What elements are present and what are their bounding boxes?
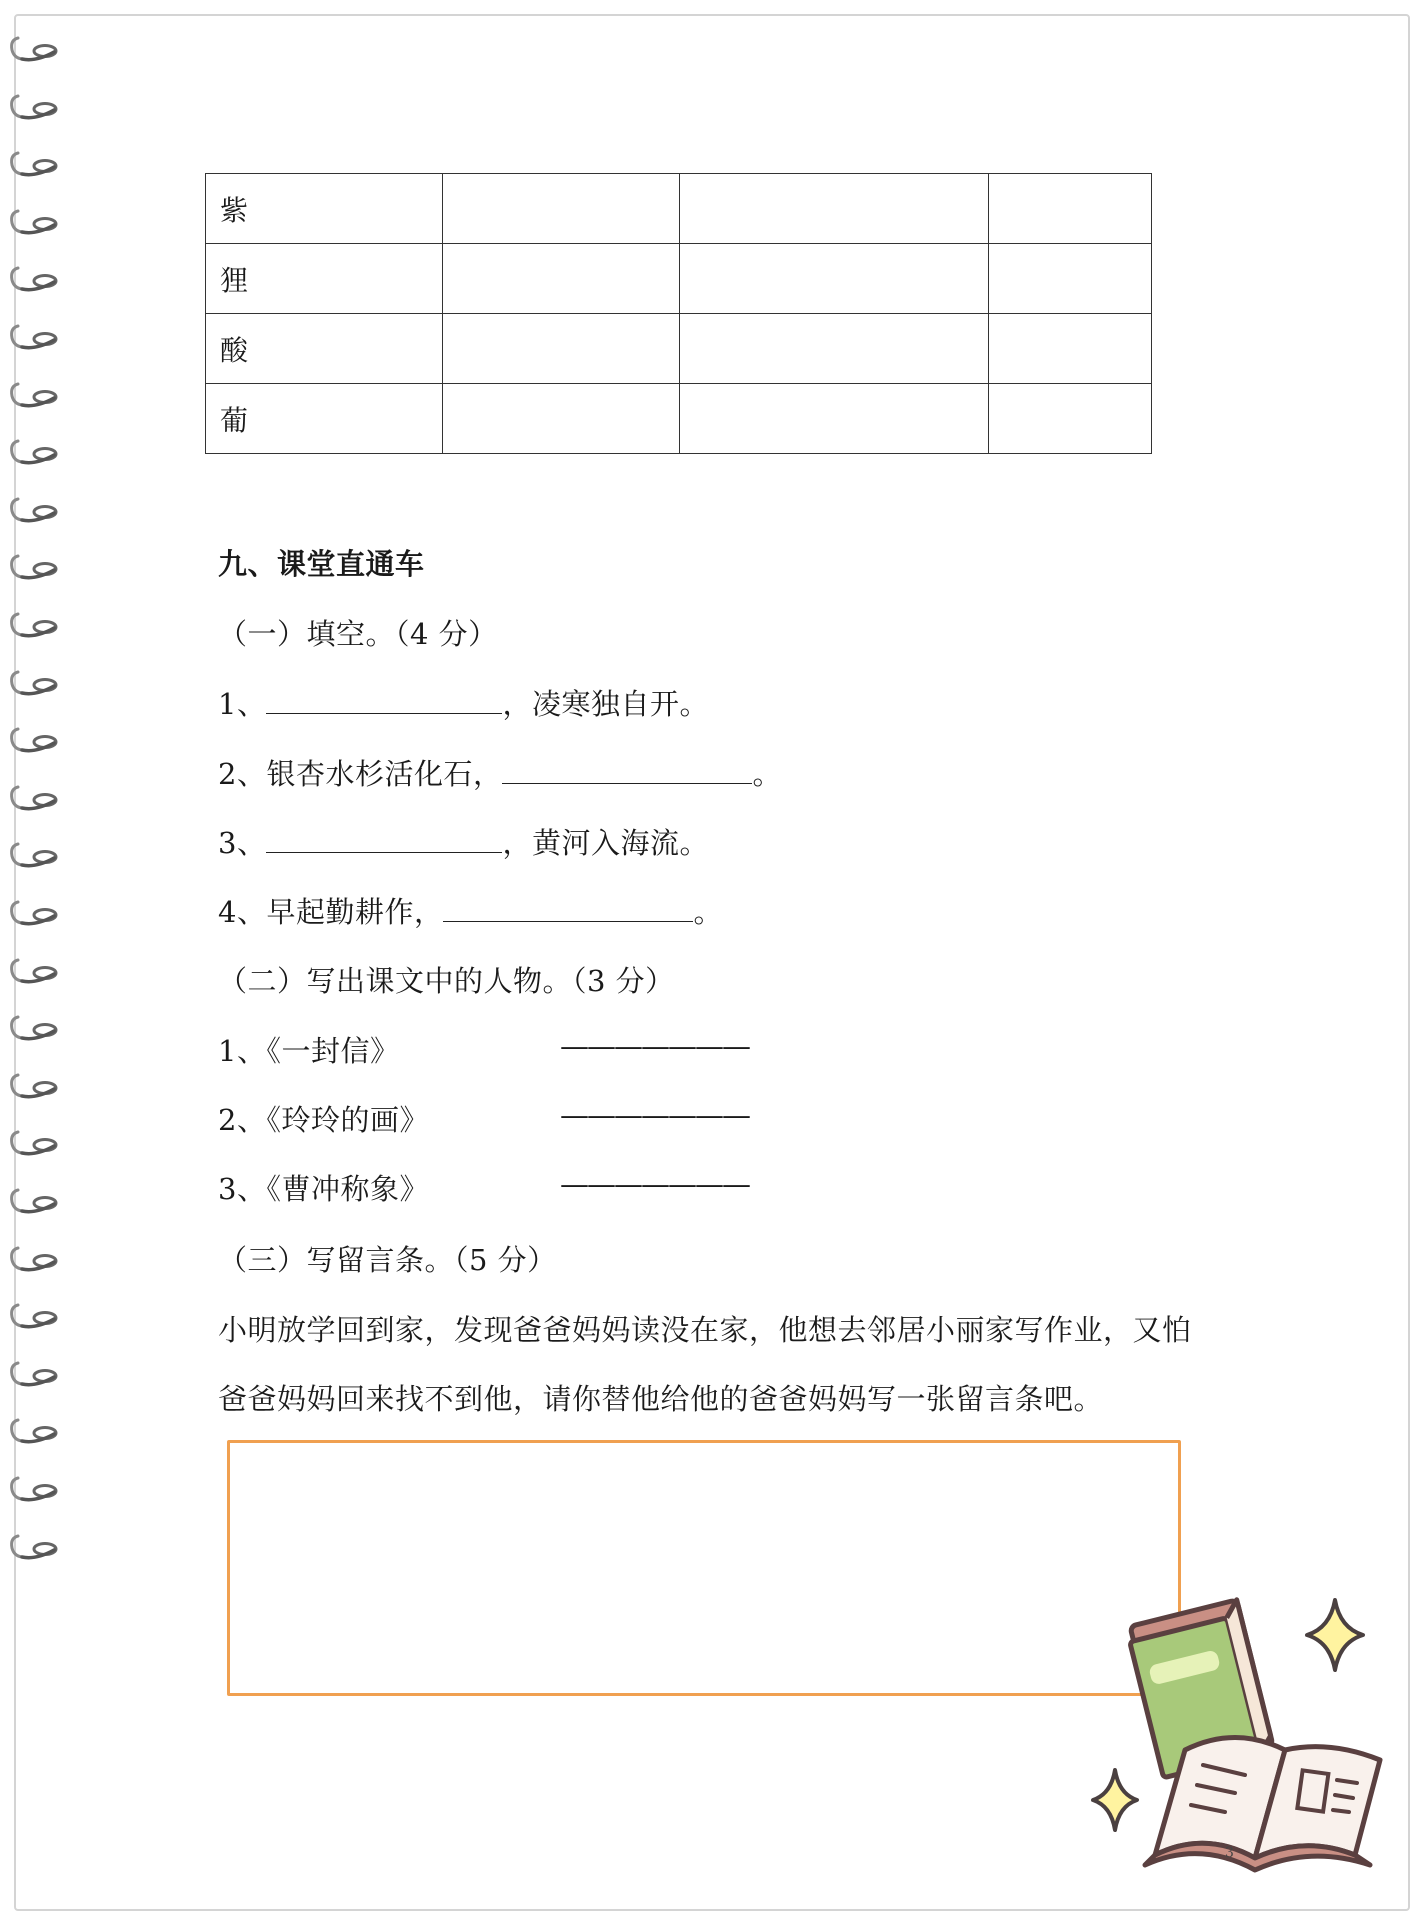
fill-prefix: 1、: [218, 687, 267, 721]
character-answer-line[interactable]: ———————: [560, 1029, 749, 1063]
fill-item-4: [218, 890, 723, 931]
spiral-coil: [8, 1472, 68, 1512]
section-heading: 九、课堂直通车: [218, 547, 425, 581]
table-cell-empty[interactable]: [680, 244, 989, 314]
spiral-coil: [8, 435, 68, 475]
spiral-coil: [8, 262, 68, 302]
spiral-coil: [8, 205, 68, 245]
table-cell-char: 狸: [206, 244, 443, 314]
spiral-coil: [8, 90, 68, 130]
part3-title: （三）写留言条。（5 分）: [218, 1243, 557, 1277]
table-cell-char: 葡: [206, 384, 443, 454]
spiral-coil: [8, 1242, 68, 1282]
character-answer-line[interactable]: ———————: [560, 1167, 749, 1201]
fill-suffix: ，黄河入海流。: [502, 826, 709, 860]
spiral-coil: [8, 493, 68, 533]
character-table: [205, 173, 1152, 454]
character-item-2: 2、《玲玲的画》: [218, 1103, 429, 1137]
table-cell-empty[interactable]: [680, 314, 989, 384]
spiral-coil: [8, 550, 68, 590]
spiral-coil: [8, 954, 68, 994]
table-cell-empty[interactable]: [989, 244, 1152, 314]
table-cell-empty[interactable]: [443, 244, 680, 314]
fill-suffix: 。: [693, 895, 723, 929]
table-row: [206, 314, 1152, 384]
answer-blank[interactable]: [266, 687, 502, 714]
table-cell-empty[interactable]: [989, 174, 1152, 244]
spiral-coil: [8, 1011, 68, 1051]
fill-item-2: [218, 752, 782, 793]
books-illustration: [1085, 1590, 1405, 1910]
page-number: 3: [1225, 1845, 1234, 1861]
table-row: [206, 174, 1152, 244]
table-cell-empty[interactable]: [680, 174, 989, 244]
character-item-3: 3、《曹冲称象》: [218, 1172, 429, 1206]
spiral-coil: [8, 1357, 68, 1397]
fill-item-3: [218, 821, 709, 862]
part1-title: （一）填空。（4 分）: [218, 617, 498, 651]
answer-blank[interactable]: [443, 895, 693, 922]
answer-blank[interactable]: [266, 826, 502, 853]
spiral-coil: [8, 1126, 68, 1166]
spiral-binding: [8, 0, 68, 1915]
fill-item-1: [218, 682, 709, 723]
spiral-coil: [8, 1069, 68, 1109]
fill-prefix: 3、: [218, 826, 267, 860]
table-row: [206, 384, 1152, 454]
table-cell-char: 酸: [206, 314, 443, 384]
spiral-coil: [8, 781, 68, 821]
spiral-coil: [8, 1299, 68, 1339]
table-cell-char: 紫: [206, 174, 443, 244]
spiral-coil: [8, 838, 68, 878]
spiral-coil: [8, 1414, 68, 1454]
fill-suffix: 。: [752, 757, 782, 791]
sparkle-icon: [1307, 1600, 1363, 1670]
sparkle-icon: [1093, 1770, 1137, 1830]
spiral-coil: [8, 723, 68, 763]
character-answer-line[interactable]: ———————: [560, 1098, 749, 1132]
table-cell-empty[interactable]: [989, 314, 1152, 384]
part2-title: （二）写出课文中的人物。（3 分）: [218, 964, 675, 998]
spiral-coil: [8, 1184, 68, 1224]
spiral-coil: [8, 1530, 68, 1570]
spiral-coil: [8, 32, 68, 72]
spiral-coil: [8, 666, 68, 706]
prompt-line-1: 小明放学回到家，发现爸爸妈妈读没在家，他想去邻居小丽家写作业，又怕: [218, 1313, 1192, 1347]
spiral-coil: [8, 147, 68, 187]
fill-prefix: 2、银杏水杉活化石，: [218, 757, 503, 791]
table-cell-empty[interactable]: [443, 174, 680, 244]
message-writing-box[interactable]: [227, 1440, 1181, 1696]
table-row: [206, 244, 1152, 314]
answer-blank[interactable]: [502, 757, 752, 784]
fill-suffix: ，凌寒独自开。: [502, 687, 709, 721]
table-cell-empty[interactable]: [680, 384, 989, 454]
fill-prefix: 4、早起勤耕作，: [218, 895, 444, 929]
table-cell-empty[interactable]: [443, 384, 680, 454]
spiral-coil: [8, 378, 68, 418]
spiral-coil: [8, 608, 68, 648]
character-item-1: 1、《一封信》: [218, 1034, 400, 1068]
spiral-coil: [8, 896, 68, 936]
prompt-line-2: 爸爸妈妈回来找不到他，请你替他给他的爸爸妈妈写一张留言条吧。: [218, 1382, 1104, 1416]
table-cell-empty[interactable]: [443, 314, 680, 384]
spiral-coil: [8, 320, 68, 360]
table-cell-empty[interactable]: [989, 384, 1152, 454]
